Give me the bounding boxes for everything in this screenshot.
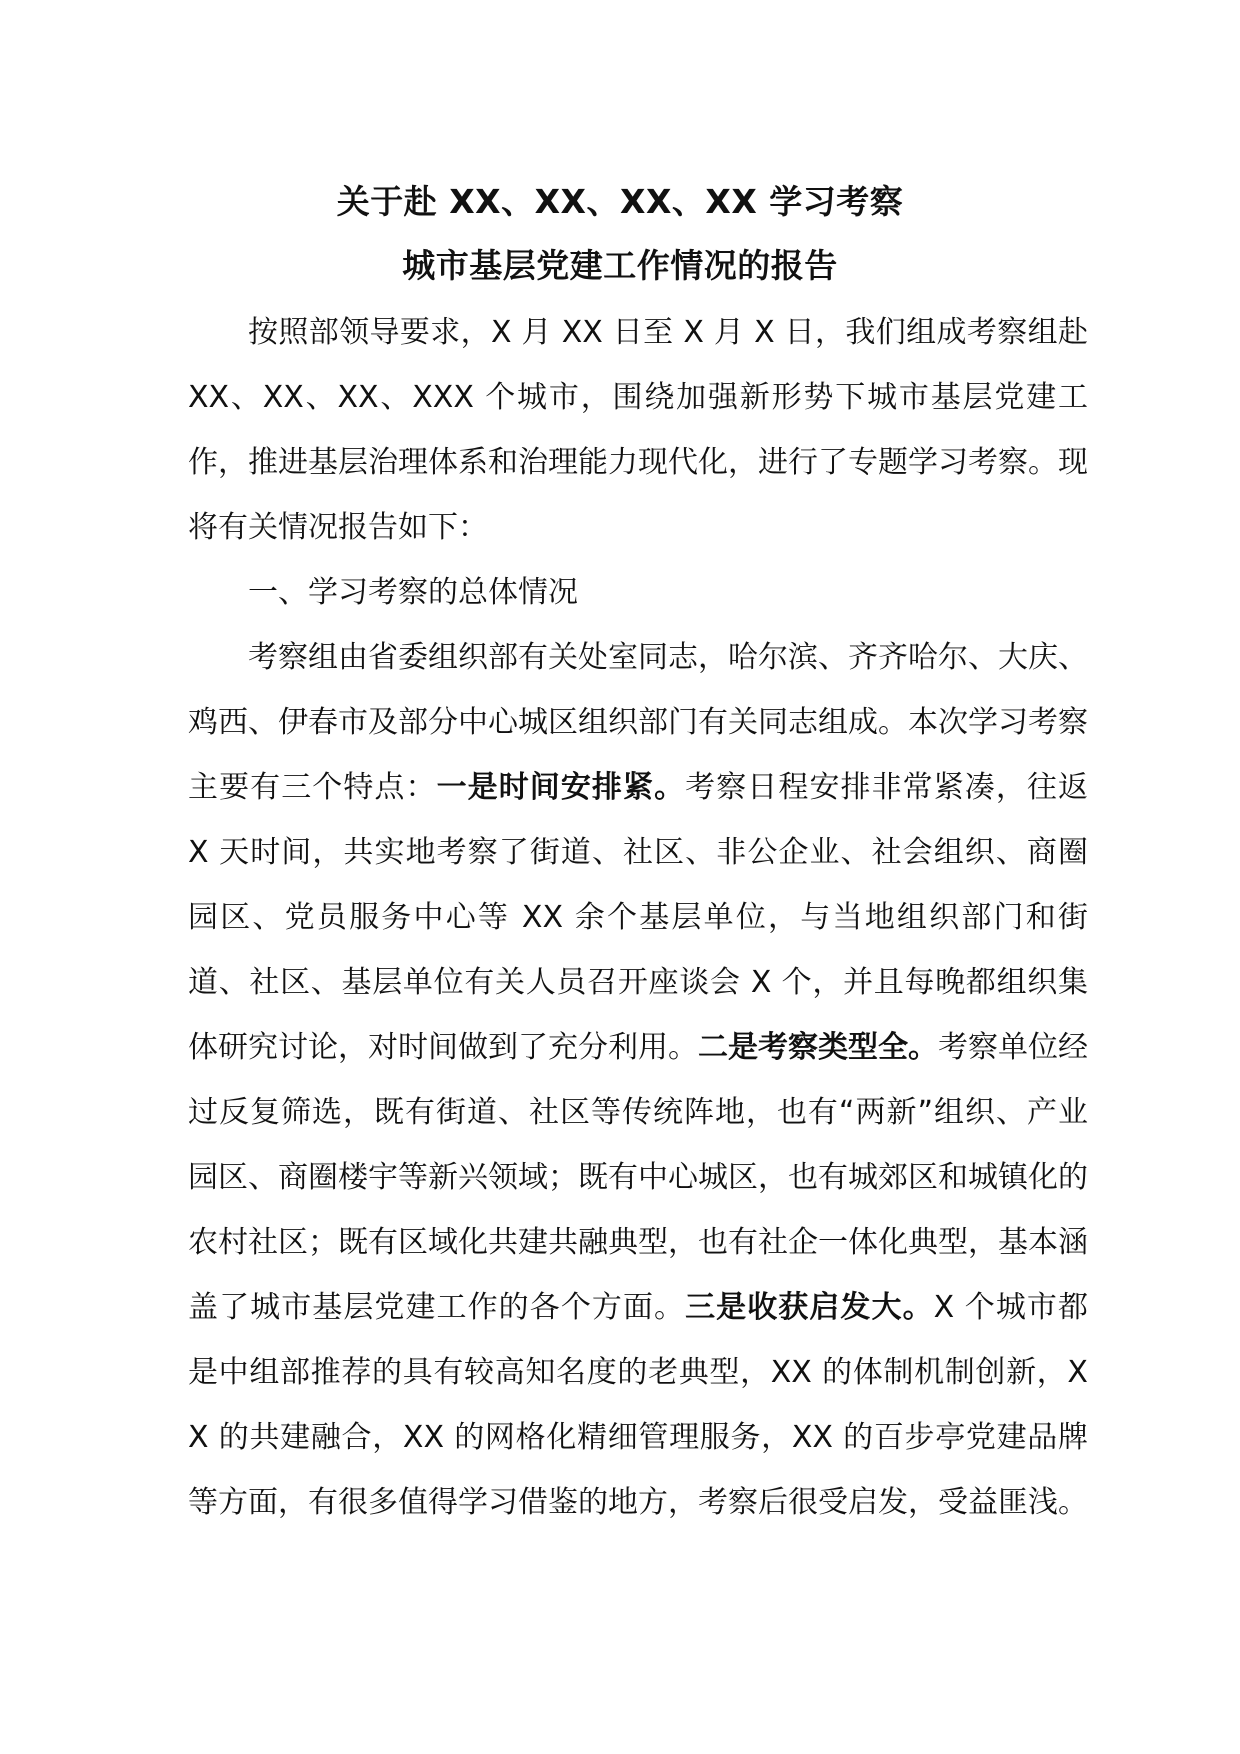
para-text-4: X 个城市都是中组部推荐的具有较高知名度的老典型，XX 的体制机制创新，XX 的共建融合，XX 的网格化精细管理服务，XX 的百步亭党建品牌等方面，有很多值得学习借鉴的地方，考察后很受启发，受益匪浅。	[188, 1290, 1089, 1520]
para-text-2: 考察日程安排非常紧凑，往返 X 天时间，共实地考察了街道、社区、非公企业、社会组织、商圈园区、党员服务中心等 XX 余个基层单位，与当地组织部门和街道、社区、基层单位有关人员召开座谈会 X 个，并且每晚都组织集体研究讨论，对时间做到了充分利用。	[188, 770, 1089, 1065]
para-text-1: 考察组由省委组织部有关处室同志，哈尔滨、齐齐哈尔、大庆、鸡西、伊春市及部分中心城区组织部门有关同志组成。本次学习考察主要有三个特点：	[188, 640, 1088, 805]
section-heading-1: 一、学习考察的总体情况	[248, 575, 578, 610]
feature-3-bold: 三是收获启发大。	[685, 1290, 934, 1325]
feature-1-bold: 一是时间安排紧。	[436, 770, 686, 805]
intro-paragraph: 按照部领导要求，X 月 XX 日至 X 月 X 日，我们组成考察组赴 XX、XX、XX、XXX 个城市，围绕加强新形势下城市基层党建工作，推进基层治理体系和治理能力现代化，进行了专题学习考察。现将有关情况报告如下：	[188, 315, 1088, 545]
para-text-3: 考察单位经过反复筛选，既有街道、社区等传统阵地，也有“两新”组织、产业园区、商圈楼宇等新兴领域；既有中心城区，也有城郊区和城镇化的农村社区；既有区域化共建共融典型，也有社企一体化典型，基本涵盖了城市基层党建工作的各个方面。	[188, 1030, 1088, 1325]
document-body	[188, 300, 1088, 1535]
document-title-line-2: 城市基层党建工作情况的报告	[402, 246, 838, 285]
section-1-paragraph	[188, 625, 1088, 1535]
document-title-line-1: 关于赴 XX、XX、XX、XX 学习考察	[336, 182, 904, 221]
feature-2-bold: 二是考察类型全。	[698, 1030, 938, 1065]
